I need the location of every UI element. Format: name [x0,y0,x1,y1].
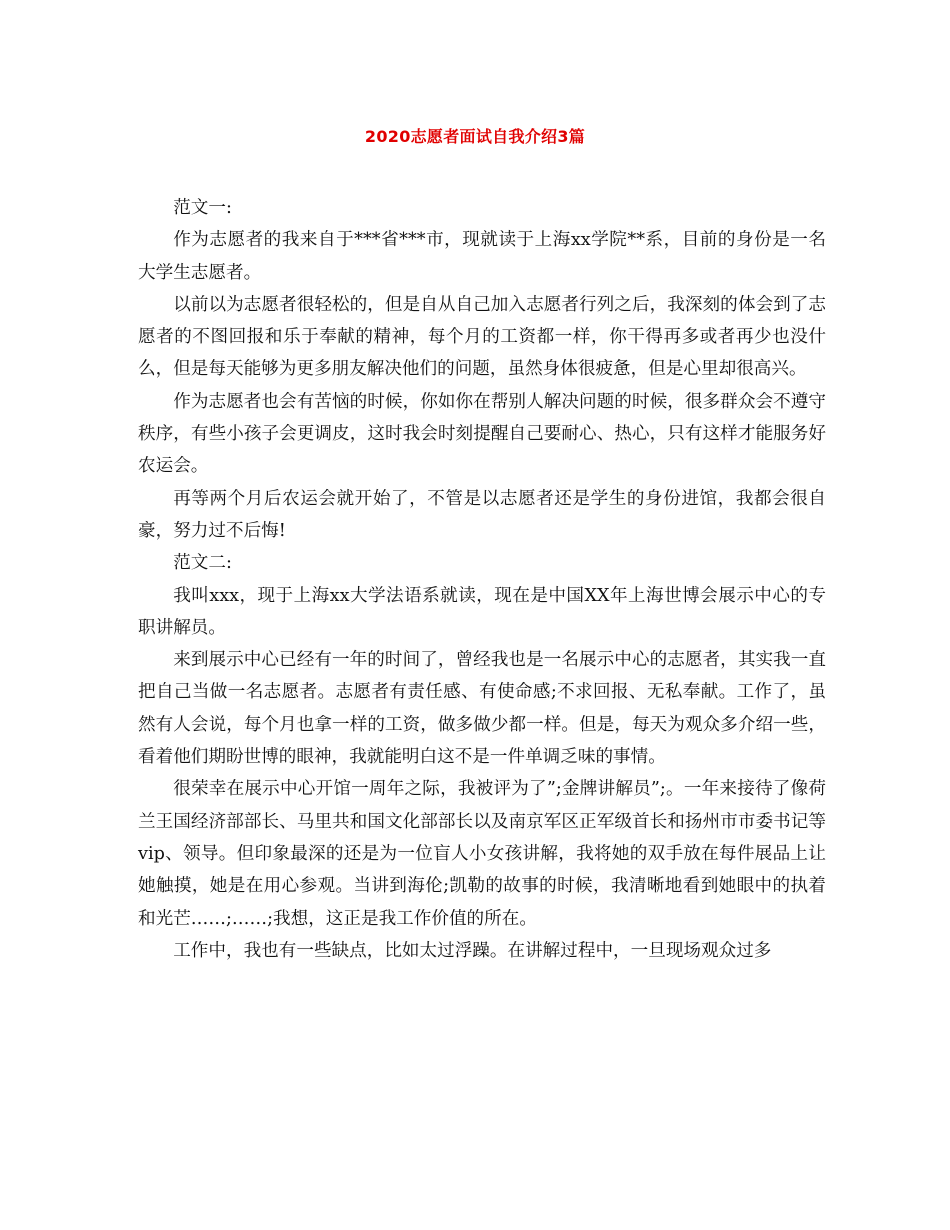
paragraph: 很荣幸在展示中心开馆一周年之际，我被评为了”;金牌讲解员”;。一年来接待了像荷兰王国经济部部长、马里共和国文化部部长以及南京军区正军级首长和扬州市市委书记等vip、领导。但印象最深的还是为一位盲人小女孩讲解，我将她的双手放在每件展品上让她触摸，她是在用心参观。当讲到海伦;凯勒的故事的时候，我清晰地看到她眼中的执着和光芒……;……;我想，这正是我工作价值的所在。 [138,779,826,929]
paragraph: 工作中，我也有一些缺点，比如太过浮躁。在讲解过程中，一旦现场观众过多 [173,940,772,961]
paragraph: 再等两个月后农运会就开始了，不管是以志愿者还是学生的身份进馆，我都会很自豪，努力过不后悔! [138,488,826,541]
paragraph: 来到展示中心已经有一年的时间了，曾经我也是一名展示中心的志愿者，其实我一直把自己当做一名志愿者。志愿者有责任感、有使命感;不求回报、无私奉献。工作了，虽然有人会说，每个月也拿一样的工资，做多做少都一样。但是，每天为观众多介绍一些，看着他们期盼世博的眼神，我就能明白这不是一件单调乏味的事情。 [138,650,826,768]
document-body [138,192,826,967]
paragraph: 以前以为志愿者很轻松的，但是自从自己加入志愿者行列之后，我深刻的体会到了志愿者的不图回报和乐于奉献的精神，每个月的工资都一样，你干得再多或者再少也没什么，但是每天能够为更多朋友解决他们的问题，虽然身体很疲惫，但是心里却很高兴。 [138,294,826,380]
paragraph: 范文一: [173,198,232,218]
paragraph: 范文二: [173,553,232,574]
document-title: 2020志愿者面试自我介绍3篇 [364,127,586,146]
paragraph: 我叫xxx，现于上海xx大学法语系就读，现在是中国XX年上海世博会展示中心的专职讲解员。 [138,585,826,638]
paragraph: 作为志愿者也会有苦恼的时候，你如你在帮别人解决问题的时候，很多群众会不遵守秩序，有些小孩子会更调皮，这时我会时刻提醒自己要耐心、热心，只有这样才能服务好农运会。 [138,391,826,477]
paragraph: 作为志愿者的我来自于***省***市，现就读于上海xx学院**系，目前的身份是一名大学生志愿者。 [138,230,826,283]
